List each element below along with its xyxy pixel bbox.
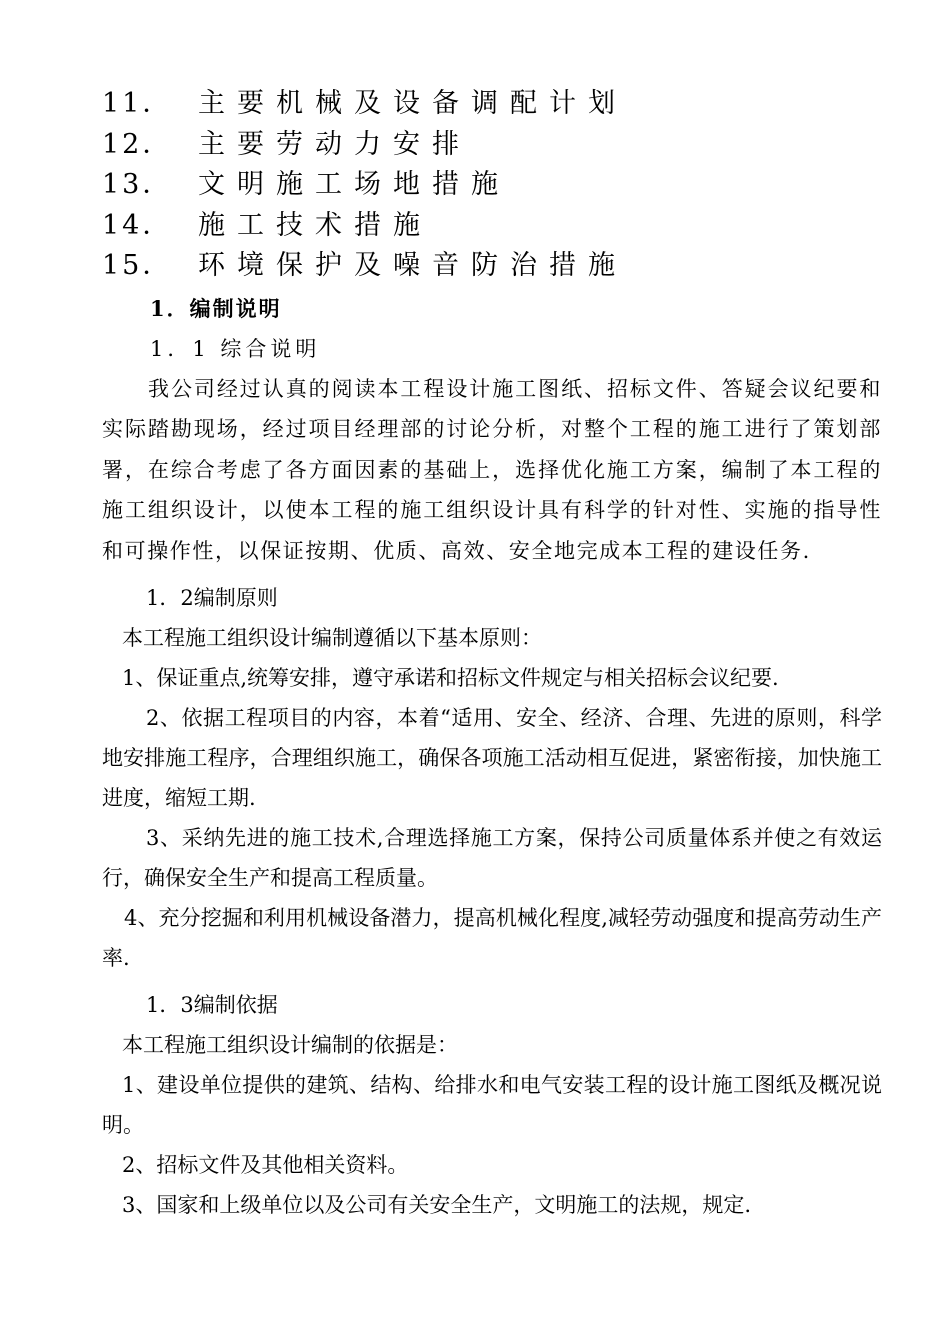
toc-item-title: 环境保护及噪音防治措施: [198, 250, 627, 281]
subsection-heading-overview: 1．1 综合说明: [150, 337, 321, 361]
basis-item: 2、招标文件及其他相关资料。: [122, 1153, 409, 1178]
toc-item-number: 11．: [102, 88, 173, 119]
toc-item: [102, 84, 862, 125]
toc-item-number: 13．: [102, 169, 173, 200]
principle-item: 3、采纳先进的施工技术,合理选择施工方案，保持公司质量体系并使之有效运行，确保安全生产和提高工程质量。: [102, 826, 882, 891]
subsection-heading-principles: 1．2编制原则: [146, 586, 278, 611]
toc-item-number: 14．: [102, 209, 173, 241]
toc-item-title: 主要劳动力安排: [198, 128, 471, 160]
subsection-heading-basis: 1．3编制依据: [146, 993, 278, 1018]
toc-item: [102, 125, 862, 166]
principle-item: 1、保证重点,统筹安排，遵守承诺和招标文件规定与相关招标会议纪要.: [122, 666, 779, 691]
section-compilation-notes: [102, 289, 882, 1225]
toc-item: [102, 165, 862, 206]
basis-item: 1、建设单位提供的建筑、结构、给排水和电气安装工程的设计施工图纸及概况说明。: [102, 1073, 882, 1138]
basis-intro: 本工程施工组织设计编制的依据是：: [122, 1033, 458, 1058]
toc-item: [102, 206, 862, 247]
toc-item-number: 12．: [102, 128, 173, 160]
toc-item-title: 主要机械及设备调配计划: [198, 88, 627, 119]
principles-intro: 本工程施工组织设计编制遵循以下基本原则：: [122, 626, 542, 651]
toc-item-title: 文明施工场地措施: [198, 169, 510, 200]
section-heading: 1．编制说明: [150, 296, 282, 321]
toc-item: [102, 246, 862, 287]
principle-item: 2、依据工程项目的内容，本着“适用、安全、经济、合理、先进的原则，科学地安排施工程序，合理组织施工，确保各项施工活动相互促进，紧密衔接，加快施工进度，缩短工期.: [102, 706, 882, 811]
table-of-contents: [102, 84, 862, 287]
basis-item: 3、国家和上级单位以及公司有关安全生产，文明施工的法规，规定.: [122, 1193, 752, 1218]
toc-item-number: 15．: [102, 250, 173, 281]
principle-item: 4、充分挖掘和利用机械设备潜力，提高机械化程度,减轻劳动强度和提高劳动生产率.: [102, 906, 882, 971]
overview-paragraph: 我公司经过认真的阅读本工程设计施工图纸、招标文件、答疑会议纪要和实际踏勘现场，经过项目经理部的讨论分析，对整个工程的施工进行了策划部署，在综合考虑了各方面因素的基础上，选择优化施工方案，编制了本工程的施工组织设计，以使本工程的施工组织设计具有科学的针对性、实施的指导性和可操作性，以保证按期、优质、高效、安全地完成本工程的建设任务.: [102, 377, 882, 563]
toc-item-title: 施工技术措施: [198, 209, 432, 241]
